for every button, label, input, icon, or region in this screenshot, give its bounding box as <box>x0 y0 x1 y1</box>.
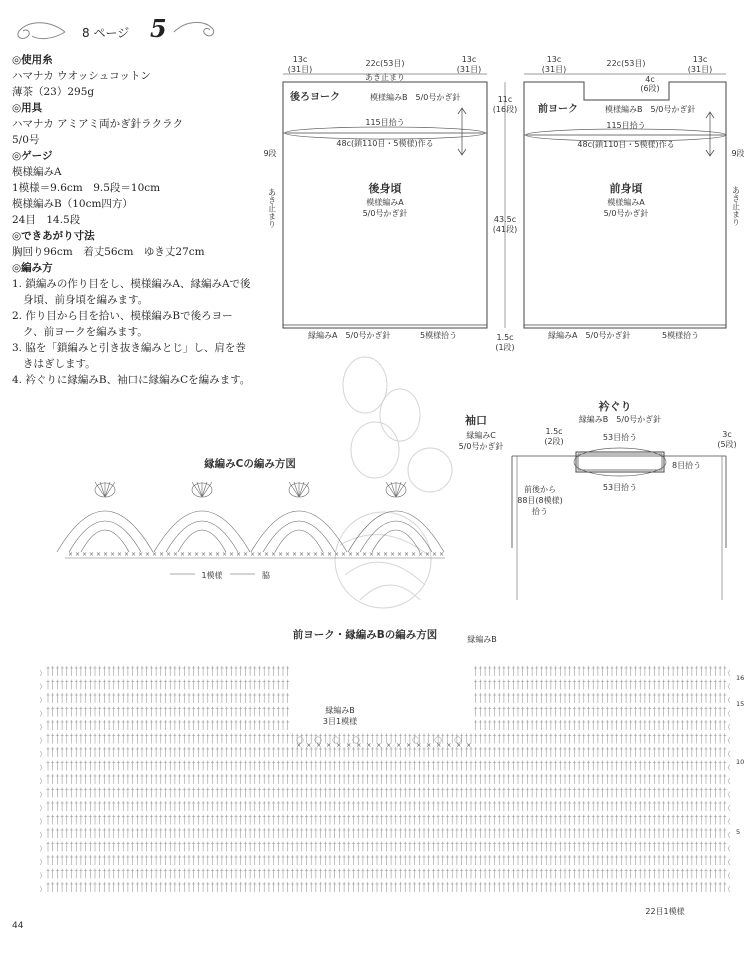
gauge-line-1: 模様編みA <box>12 166 62 178</box>
single-crochet-mark: × <box>416 741 422 749</box>
back-dim-left: 13c <box>292 55 308 64</box>
front-body-pattern-2: 5/0号かぎ針 <box>603 209 649 218</box>
collar-pick-bottom: 53目拾う <box>602 483 638 492</box>
turning-chain <box>40 751 42 757</box>
turning-chain <box>728 886 730 892</box>
single-crochet-mark: × <box>296 741 302 749</box>
single-crochet-mark: × <box>362 551 368 558</box>
arch-stitch <box>263 521 335 552</box>
front-side-rows: 9段 <box>731 149 745 158</box>
single-crochet-mark: × <box>355 551 361 558</box>
back-dim-right-rows: (31目) <box>456 65 482 74</box>
yarn-heading: 使用糸 <box>21 54 53 66</box>
turning-chain <box>40 697 42 703</box>
shell-stitch <box>105 482 110 497</box>
single-crochet-mark: × <box>320 551 326 558</box>
body-height: 43.5c <box>493 215 517 224</box>
chart-b-row-5: 5 <box>736 828 741 836</box>
single-crochet-mark: × <box>341 551 347 558</box>
turning-chain <box>40 670 42 676</box>
chart-b-title: 前ヨーク・縁編みBの編み方図 <box>292 629 438 641</box>
single-crochet-mark: × <box>404 551 410 558</box>
single-crochet-mark: × <box>411 551 417 558</box>
turning-chain <box>40 778 42 784</box>
turning-chain <box>40 832 42 838</box>
single-crochet-mark: × <box>131 551 137 558</box>
shell-stitch <box>100 482 105 497</box>
sleeve-pattern-1: 縁編みC <box>466 431 496 440</box>
step-1: 1. 鎖編みの作り目をし、模様編みA、縁編みAで後身頃、前身頃を編みます。 <box>12 278 251 306</box>
single-crochet-mark: × <box>138 551 144 558</box>
back-side-open: あき止まり <box>267 188 277 228</box>
single-crochet-mark: × <box>229 551 235 558</box>
single-crochet-mark: × <box>103 551 109 558</box>
turning-chain <box>728 819 730 825</box>
turning-chain <box>40 738 42 744</box>
single-crochet-mark: × <box>243 551 249 558</box>
chart-b-row-10: 10 <box>736 758 745 766</box>
single-crochet-mark: × <box>396 741 402 749</box>
chart-b-label-top: 縁編みB <box>467 635 497 644</box>
gauge-line-2: 1模様＝9.6cm 9.5段＝10cm <box>12 182 161 194</box>
back-diagram <box>263 55 517 352</box>
single-crochet-mark: × <box>89 551 95 558</box>
back-dim-right: 13c <box>461 55 477 64</box>
front-dim-left: 13c <box>546 55 562 64</box>
collar-pick-side: 8目拾う <box>672 461 702 470</box>
single-crochet-mark: × <box>376 551 382 558</box>
front-edge-label: 縁編みA 5/0号かぎ針 <box>548 331 631 340</box>
arch-stitch <box>57 511 153 552</box>
single-crochet-mark: × <box>257 551 263 558</box>
yoke-height: 11c <box>497 95 513 104</box>
arch-stitch <box>81 530 129 552</box>
turning-chain <box>40 765 42 771</box>
yoke-rows: (16段) <box>492 105 518 114</box>
page-ref: 8 ページ <box>82 26 130 40</box>
arch-stitch <box>360 521 432 552</box>
single-crochet-mark: × <box>366 741 372 749</box>
single-crochet-mark: × <box>264 551 270 558</box>
shell-stitch <box>299 482 304 497</box>
single-crochet-mark: × <box>159 551 165 558</box>
turning-chain <box>40 873 42 879</box>
turning-chain <box>728 792 730 798</box>
single-crochet-mark: × <box>110 551 116 558</box>
single-crochet-mark: × <box>180 551 186 558</box>
shell-stitch <box>391 482 396 497</box>
turning-chain <box>728 711 730 717</box>
sleeve-pattern-2: 5/0号かぎ針 <box>458 442 504 451</box>
body-rows: (41段) <box>492 225 518 234</box>
front-side-open: あき止まり <box>731 186 741 226</box>
turning-chain <box>728 765 730 771</box>
single-crochet-mark: × <box>418 551 424 558</box>
chart-c-stitches <box>57 482 444 558</box>
chart-b-stitches <box>40 666 730 892</box>
edge-height: 1.5c <box>496 333 514 342</box>
single-crochet-mark: × <box>383 551 389 558</box>
arch-stitch <box>154 511 250 552</box>
chart-b-row-16: 16 <box>736 674 745 682</box>
back-body-pattern-2: 5/0号かぎ針 <box>362 209 408 218</box>
back-body-title: 後身頃 <box>368 182 402 195</box>
collar-pattern: 縁編みB 5/0号かぎ針 <box>578 415 662 424</box>
single-crochet-mark: × <box>208 551 214 558</box>
shell-stitch <box>192 482 202 497</box>
back-yoke-pattern: 模様編みB 5/0号かぎ針 <box>370 93 461 102</box>
back-pickup: 115目拾う <box>365 118 405 127</box>
single-crochet-mark: × <box>406 741 412 749</box>
single-crochet-mark: × <box>432 551 438 558</box>
front-yoke-pattern: 模様編みB 5/0号かぎ針 <box>605 105 696 114</box>
turning-chain <box>40 792 42 798</box>
front-yoke-title: 前ヨーク <box>538 104 578 115</box>
single-crochet-mark: × <box>117 551 123 558</box>
single-crochet-mark: × <box>356 741 362 749</box>
size-line-1: 胸回り96cm 着丈56cm ゆき丈27cm <box>12 246 205 258</box>
single-crochet-mark: × <box>68 551 74 558</box>
single-crochet-mark: × <box>166 551 172 558</box>
turning-chain <box>728 670 730 676</box>
single-crochet-mark: × <box>152 551 158 558</box>
sleeve-pick-3: 拾う <box>532 507 548 516</box>
cactus-watermark <box>335 357 452 608</box>
turning-chain <box>40 711 42 717</box>
single-crochet-mark: × <box>285 551 291 558</box>
front-dim-left-rows: (31目) <box>541 65 567 74</box>
chart-c-title: 縁編みCの編み方図 <box>204 458 296 470</box>
turning-chain <box>40 805 42 811</box>
front-dim-right: 13c <box>692 55 708 64</box>
single-crochet-mark: × <box>96 551 102 558</box>
shell-stitch <box>396 482 401 497</box>
shell-stitch <box>396 482 406 497</box>
gauge-line-3: 模様編みB（10cm四方） <box>12 198 133 210</box>
chart-c <box>57 457 445 580</box>
tools-line-1: ハマナカ アミアミ両かぎ針ラクラク <box>12 118 184 130</box>
single-crochet-mark: × <box>313 551 319 558</box>
turning-chain <box>728 832 730 838</box>
pattern-number: 5 <box>150 14 167 43</box>
single-crochet-mark: × <box>446 741 452 749</box>
turning-chain <box>728 873 730 879</box>
arch-stitch <box>178 530 226 552</box>
gauge-heading: ゲージ <box>21 150 53 162</box>
front-neck-rows: (6段) <box>640 84 660 93</box>
single-crochet-mark: × <box>124 551 130 558</box>
single-crochet-mark: × <box>390 551 396 558</box>
step-2: 2. 作り目から目を拾い、模様編みBで後ろヨーク、前ヨークを編みます。 <box>12 310 233 338</box>
shell-stitch <box>294 482 299 497</box>
shell-stitch <box>289 482 299 497</box>
back-edge-label: 縁編みA 5/0号かぎ針 <box>308 331 391 340</box>
chart-b-row-15: 15 <box>736 700 745 708</box>
arch-stitch <box>372 530 420 552</box>
back-cast-on: 48c(鎖110目・5模様)作る <box>336 139 434 148</box>
yarn-line-1: ハマナカ ウオッシュコットン <box>12 70 151 82</box>
collar-right-rows: (5段) <box>717 440 737 449</box>
single-crochet-mark: × <box>271 551 277 558</box>
sleeve-pick-2: 88目(8模様) <box>517 496 563 505</box>
single-crochet-mark: × <box>327 551 333 558</box>
single-crochet-mark: × <box>466 741 472 749</box>
turning-chain <box>728 778 730 784</box>
single-crochet-mark: × <box>334 551 340 558</box>
back-dim-left-rows: (31目) <box>287 65 313 74</box>
edge-rows: (1段) <box>495 343 515 352</box>
back-neck-note: あき止まり <box>365 73 405 82</box>
single-crochet-mark: × <box>425 551 431 558</box>
single-crochet-mark: × <box>145 551 151 558</box>
single-crochet-mark: × <box>426 741 432 749</box>
single-crochet-mark: × <box>346 741 352 749</box>
single-crochet-mark: × <box>397 551 403 558</box>
gauge-line-4: 24目 14.5段 <box>12 214 81 226</box>
single-crochet-mark: × <box>194 551 200 558</box>
single-crochet-mark: × <box>456 741 462 749</box>
collar-h: 1.5c <box>545 427 563 436</box>
single-crochet-mark: × <box>306 551 312 558</box>
sleeve-title: 袖口 <box>465 414 487 427</box>
tools-heading: 用具 <box>21 102 43 114</box>
single-crochet-mark: × <box>292 551 298 558</box>
single-crochet-mark: × <box>82 551 88 558</box>
size-heading: できあがり寸法 <box>21 230 95 242</box>
chart-c-repeat: 1模様 <box>201 571 223 580</box>
arch-stitch <box>166 521 238 552</box>
single-crochet-mark: × <box>336 741 342 749</box>
tools-line-2: 5/0号 <box>12 134 40 146</box>
back-edge-pick: 5模様拾う <box>420 331 458 340</box>
back-dim-center: 22c(53目) <box>365 59 405 68</box>
single-crochet-mark: × <box>306 741 312 749</box>
shell-stitch <box>299 482 309 497</box>
method-heading: 編み方 <box>21 262 53 274</box>
collar-pick-top: 53目拾う <box>602 433 638 442</box>
front-cast-on: 48c(鎖110目・5模様)作る <box>577 140 675 149</box>
step-3: 3. 脇を「鎖編みと引き抜き編みとじ」し、肩を巻きはぎします。 <box>12 342 246 370</box>
shell-stitch <box>105 482 115 497</box>
front-pickup: 115目拾う <box>606 121 646 130</box>
collar-rows: (2段) <box>544 437 564 446</box>
turning-chain <box>40 859 42 865</box>
single-crochet-mark: × <box>250 551 256 558</box>
turning-chain <box>40 684 42 690</box>
single-crochet-mark: × <box>278 551 284 558</box>
shell-stitch <box>202 482 212 497</box>
single-crochet-mark: × <box>299 551 305 558</box>
single-crochet-mark: × <box>348 551 354 558</box>
collar-right-h: 3c <box>722 430 732 439</box>
single-crochet-mark: × <box>215 551 221 558</box>
front-neck-depth: 4c <box>645 75 655 84</box>
turning-chain <box>728 846 730 852</box>
turning-chain <box>728 751 730 757</box>
turning-chain <box>728 805 730 811</box>
back-yoke-title: 後ろヨーク <box>290 92 340 103</box>
turning-chain <box>728 697 730 703</box>
single-crochet-mark: × <box>222 551 228 558</box>
front-body-pattern-1: 模様編みA <box>607 198 645 207</box>
single-crochet-mark: × <box>439 551 445 558</box>
front-dim-right-rows: (31目) <box>687 65 713 74</box>
yarn-line-2: 薄茶（23）295g <box>12 86 95 98</box>
chart-b-label-mid-1: 縁編みB <box>325 706 355 715</box>
turning-chain <box>40 846 42 852</box>
arch-stitch <box>69 521 141 552</box>
single-crochet-mark: × <box>369 551 375 558</box>
front-diagram <box>524 55 745 340</box>
shell-stitch <box>202 482 207 497</box>
sleeve-collar-diagram <box>459 399 737 600</box>
turning-chain <box>728 859 730 865</box>
single-crochet-mark: × <box>201 551 207 558</box>
collar-title: 衿ぐり <box>598 400 632 413</box>
shell-stitch <box>95 482 105 497</box>
single-crochet-mark: × <box>386 741 392 749</box>
turning-chain <box>728 724 730 730</box>
shell-stitch <box>386 482 396 497</box>
back-side-rows: 9段 <box>263 149 277 158</box>
materials-block: ◎使用糸 ハマナカ ウオッシュコットン 薄茶（23）295g ◎用具 ハマナカ アミアミ両かぎ針ラクラク 5/0号 ◎ゲージ 模様編みA 1模様＝9.6cm 9.5段＝10cm 模様編みB（10cm四方） 24目 14.5段 ◎できあがり寸法 胸回り96cm 着丈56cm ゆき丈27cm ◎編み方 1. 鎖編みの作り目をし、模様編みA、縁編みAで後身頃、前身頃を編みます。 2. 作り目から目を拾い、模様編みBで後ろヨーク、前ヨークを編みます。 3. 脇を「鎖編みと引き抜き編みとじ」し、肩を巻きはぎします。 4. 衿ぐりに縁編みB、袖口に縁編みCを編みます。 <box>12 54 251 386</box>
shell-stitch <box>197 482 202 497</box>
arch-stitch <box>275 530 323 552</box>
chart-b-label-mid-2: 3目1模様 <box>322 717 358 726</box>
single-crochet-mark: × <box>326 741 332 749</box>
turning-chain <box>728 738 730 744</box>
single-crochet-mark: × <box>436 741 442 749</box>
turning-chain <box>40 724 42 730</box>
single-crochet-mark: × <box>173 551 179 558</box>
front-dim-center: 22c(53目) <box>606 59 646 68</box>
single-crochet-mark: × <box>316 741 322 749</box>
back-body-pattern-1: 模様編みA <box>366 198 404 207</box>
step-4: 4. 衿ぐりに縁編みB、袖口に縁編みCを編みます。 <box>12 374 251 386</box>
arch-stitch <box>251 511 347 552</box>
chart-b <box>40 628 744 916</box>
front-edge-pick: 5模様拾う <box>662 331 700 340</box>
turning-chain <box>40 819 42 825</box>
turning-chain <box>728 684 730 690</box>
sleeve-pick-1: 前後から <box>524 485 556 494</box>
page-number: 44 <box>12 921 24 931</box>
chart-b-bottom-note: 22目1模様 <box>645 907 685 916</box>
single-crochet-mark: × <box>236 551 242 558</box>
single-crochet-mark: × <box>376 741 382 749</box>
chart-c-side: 脇 <box>262 571 270 580</box>
single-crochet-mark: × <box>75 551 81 558</box>
single-crochet-mark: × <box>187 551 193 558</box>
turning-chain <box>40 886 42 892</box>
front-body-title: 前身頃 <box>609 182 643 195</box>
